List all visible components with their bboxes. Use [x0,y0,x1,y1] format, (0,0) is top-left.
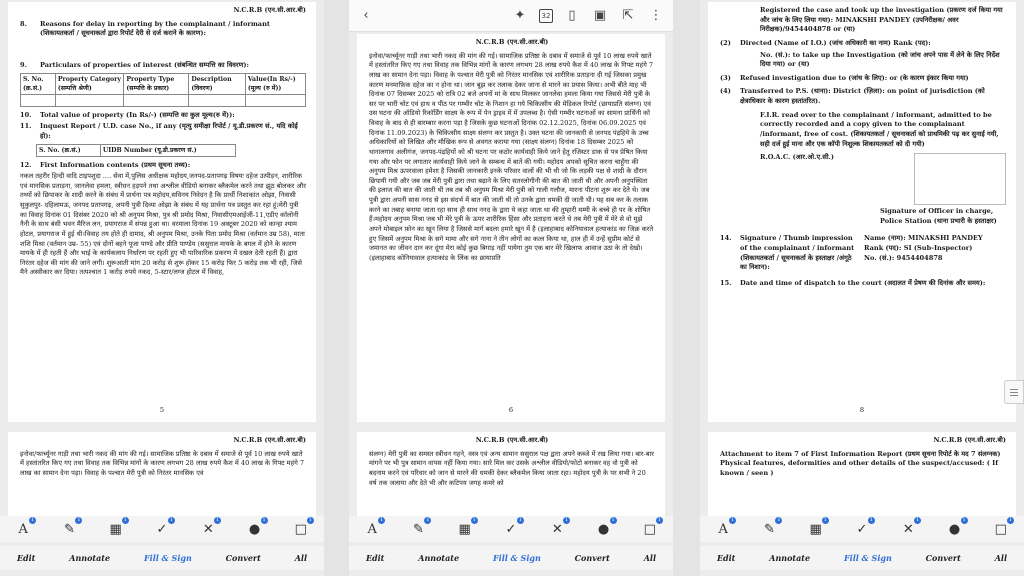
item-text: Directed (Name of I.O.) (जांच अधिकारी का नाम) Rank (पद): [740,38,931,47]
item-text: Transferred to P.S. (थाना): District (ज़िला): on point of jurisdiction (को क्षेत्राधिकार के कारण हस्तांतरित). [740,87,985,105]
roac-label: R.O.A.C. (आर.ओ.ए.सी.) [760,153,834,162]
nav-fill-sign[interactable]: Fill & Sign [843,553,892,563]
nav-all[interactable]: All [994,553,1008,563]
date-calendar-icon[interactable]: ▦ 1 [458,517,476,537]
udid-table [36,144,236,157]
page-body-text: संलग्न) मेरी पुत्री का समस्त स्त्रीधन गहने, वस्त्र एवं अन्य सामान ससुराल पक्ष द्वारा अपने कब्जे में रख लिया गया। बार-बार मांगने पर भी पुत्र सामान वापस नहीं किया गया। सारे मिल कर उसके अश्लील वीडियो/फोटो बनाकर वह वो पुत्री को बदनाम करने एवं परिवार को जान से मारने की धमकी देकर ब्लैकमेल किया जाता रहा। महोदय पुत्री के पर सभी ने 20 वर्ष तक जलाया और देते भी और कटिपय जगह कमरे को [369,449,654,487]
table-header: Value(In Rs/-) (मूल्य (रु में)) [245,73,305,94]
nav-convert[interactable]: Convert [925,553,961,563]
item-text: Signature / Thumb impression of the complainant / informant (शिकायतकर्ता / सूचनाकर्ता के हस्ताक्षर /अंगूठे का निशान): [740,234,855,272]
document-page-next [357,432,665,526]
nav-edit[interactable]: Edit [16,553,36,563]
date-calendar-icon[interactable]: ▦ 1 [809,517,827,537]
save-icon[interactable]: ▣ [593,8,607,23]
bottom-nav [700,546,1024,570]
page-number: 6 [508,406,514,415]
item-number: 15. [720,278,732,287]
table-header: S. No. (क्र.सं.) [37,144,101,156]
name-field: Name (नाम): MINAKSHI PANDEY [864,234,983,243]
item-number: 14. [720,234,732,243]
nav-all[interactable]: All [294,553,308,563]
table-header: S. No. (क्र.सं.) [21,73,56,94]
table-header: Property Type (सम्पत्ति के प्रकार) [124,73,189,94]
page-number: 8 [859,406,865,415]
item-text: Refused investigation due to (जांच के लिए): or (के कारण इंकार किया गया) [740,73,969,82]
fir-readover-text: F.I.R. read over to the complainant / informant, admitted to be correctly recorded and a copy given to the complainant /informant, free of cost. (शिकायतकर्ता / सूचनाकर्ता को प्राथमिकी पढ़ कर सुनाई गयी, सही दर्ज हुई माना और एक कॉपी निशुल्क शिकायतकर्ता को दी गयी) [760,110,999,148]
item-number: 10. [20,110,32,119]
nav-convert[interactable]: Convert [574,553,610,563]
dot-icon[interactable]: ● 1 [597,517,615,537]
item-text: Reasons for delay in reporting by the complainant / informant (शिकायतकर्ता / सूचनाकर्ता द्वारा रिपोर्ट देरी से दर्ज कराने के कारण): [40,19,270,38]
property-table [20,73,306,107]
page-body-text: इनोवा/फार्च्यूनर गाड़ी तथा भारी नकद की मांग की गई। सामाजिक प्रतिष्ठा के दबाव में समाजे से पूर्व 10 लाख रुपये खाते में हस्तांतरित किए गए तथा विवाह तक विभिन्न मांगों के कारण लगभग 28 लाख रुपये कैश में 40 लाख के गिफ्ट महंगे 7 लाख का सामान देना पड़ा। विवाह के पश्चात मेरी पुत्री को निरंतर मानसिक एवं [20,449,305,477]
nav-fill-sign[interactable]: Fill & Sign [143,553,192,563]
rectangle-icon[interactable]: □ 1 [643,517,661,537]
officer-signature-box[interactable] [914,153,1006,205]
nav-annotate[interactable]: Annotate [418,553,460,563]
page-body-text: Attachment to item 7 of First Information Report (प्रथम सूचना रिपोर्ट के मद 7 संलग्नक) Physical features, deformities and other details of the suspect/accused: ( If known / seen ) [720,449,1001,477]
signature-pen-icon[interactable]: ✎ 1 [763,517,781,537]
nav-annotate[interactable]: Annotate [769,553,811,563]
top-toolbar [349,0,673,32]
cross-mark-icon[interactable]: ✕ 1 [202,517,220,537]
item-number: (2) [720,38,731,47]
document-page [708,2,1016,422]
item-number: (3) [720,73,731,82]
item-number: 11. [20,122,32,131]
rectangle-icon[interactable]: □ 1 [994,517,1012,537]
signature-pen-icon[interactable]: ✎ 1 [412,517,430,537]
nav-convert[interactable]: Convert [225,553,261,563]
scroll-handle[interactable] [1004,380,1024,404]
document-page [357,34,665,422]
magic-wand-icon[interactable]: ✦ [514,8,526,23]
ncrb-header: N.C.R.B (एन.सी.आर.बी) [475,436,549,444]
item-number: 9. [20,60,27,69]
tool-icons-row [700,516,1024,542]
officer-signature-label: Signature of Officer in charge, Police Station (थाना प्रभारी के हस्ताक्षर) [880,207,997,225]
bottom-nav [0,546,324,570]
nav-edit[interactable]: Edit [365,553,385,563]
number-field: No. (सं.): 9454404878 [864,253,943,262]
more-options-icon[interactable]: ⋮ [649,8,663,23]
checkmark-icon[interactable]: ✓ 1 [505,517,523,537]
nav-annotate[interactable]: Annotate [69,553,111,563]
item-text: First Information contents (प्रथम सूचना तथ्य): [40,160,191,169]
no-line: No. (सं.): to take up the Investigation (को जांच अपने पास में लेने के लिए निर्देश दिया गया) or (या) [760,50,1000,69]
table-header: Description (विवरण) [189,73,246,94]
nav-edit[interactable]: Edit [716,553,736,563]
ncrb-header: N.C.R.B (एन.सी.आर.बी) [933,436,1006,444]
tool-icons-row [349,516,673,542]
single-page-icon[interactable]: ▯ [568,8,576,23]
bottom-nav [349,546,673,570]
ncrb-header: N.C.R.B (एन.सी.आर.बी) [233,436,306,444]
dot-icon[interactable]: ● 1 [248,517,266,537]
table-header: Property Category (सम्पत्ति श्रेणी) [55,73,124,94]
nav-all[interactable]: All [643,553,657,563]
item-text: Date and time of dispatch to the court (अदालत में प्रेषण की दिनांक और समय): [740,278,986,287]
item-number: (4) [720,87,731,96]
nav-fill-sign[interactable]: Fill & Sign [492,553,541,563]
fir-body-text: इनोवा/फार्च्यूनर गाड़ी तथा भारी नकद की मांग की गई। सामाजिक प्रतिष्ठा के दबाव में समाजे से पूर्व 10 लाख रुपये खाते में हस्तांतरित किए गए तथा विवाह तक विभिन्न मांगों के कारण लगभग 28 लाख रुपये कैश में 40 लाख के गिफ्ट महंगे 7 लाख का सामान देना पड़ा। विवाह के पश्चात मेरी पुत्री को निरंतर मानसिक एवं शारीरिक प्रताड़ना दी गई जिसका प्रमुख कारण मनमाफ़िक दहेज का न होना था। जान बूझ कर तलाक देकर जाना से मारने का प्रयास किया। अभी बीते माह भी दिनांक 07 दिसम्बर 2025 को रात्रि 02 बजे अपनों मां के साथ मिलकर जानलेवा हमला किया गया जिससे मेरी पुत्री के सर पर भारी चोट एवं हाथ व पीठ पर गम्भीर चोट के निशान हा गये चिकित्सीय की मेडिकल रिपोर्ट (छायाप्रति संलग्न) एवं उस घटना की ऑडियो रिकॉर्डिंग साक्ष्य के रूप में पेन ड्राइव में में उपलब्ध है। ऐसी गम्भीर घटनाओं का सामना प्रार्थिनी को विवाह के बाद से ही बारम्बार करना पड़ा है जिसके कुछ घटनाओं दिनांक 02.12.2025, दिनांक 06.09.2025 एवं दिनांक 11.09.2023) के चिकित्सीय साक्ष्य संलग्न कर प्रस्तुत है। उक्त घटना की जानकारी से जनपद पंद्रहिये के उच्च अधिकारियों को लिखित और मौखिक रूप से अवगत कराया गया (साक्ष्य संलग्न) दिनांक 18 दिसम्बर 2025 को थानालगाव अलीगंज, जनपद-पंद्रहियों को श्री घटना पर कठोर कार्यवाही किये जाने हेतु रजिस्टर डाक से पत्र प्रेषित किया गया और फोन पर लगातार कार्यवाही किये जाने के सम्बन्ध में बातें की गयी। महोदय अपको सूचित करना चाहूँगा की अनुपम मिश्र ऊपरवाला हमेशा है जिसकी जानकारी इनके परिवार वालों की भी थी जो कि लड़की पक्ष से शादी के दौरान छिपायी गयी और जब जब मेरी पुत्री द्वारा तथा बढ़ाने के लिए सतरलोगीनी की बात की जाती थी और अपनी अनुपस्थिता की इलाज की बात की जाती थी तब तब श्री अनुपम मिश्रा मेरी पुत्री को गाली गलौज, मारना पीटना शुरू कर देते थे। जब पुत्री द्वारा अपनी सास ननद से इस संदर्भ में बात की जाती थी तो उनके द्वारा धमकी दी जाती थी। यह सब कर के तलाक करने का तबाह बनाया जाता रहा साथ ही साथ ननद के द्वारा ये कहा जाता था की तुम्हारी मम्मी के बच्चे ही पर के शोषित हैं।महोदय अनुपम मिश्रा जब भी मेरे पुत्री के ऊपर शारीरिक हिंसा और प्रताड़ना करते थे तब मेरी पुत्री में मेरे से वो मुझे अपने मोबाइल फ़ोन का खून लिया है जिससे मार्ग बदला हमारे खून में है (इलाहाबाद कोनियावाल हत्याकांड का जिक्र करते हुए जिसमें अनुपम मिश्रा के सगे मामा और सगे नाना ने तीन लोगों का कत्ल किया था, हाल ही में उन्हें सुप्रीम कोर्ट से जमानत का जीवन दान कर दूंगा मेरा कोई कुछ बिगाड़ नहीं पायेगा तुम एक बार मेरे खिलाफ आवाज उठा के तो देखो। (इलाहाबाद कोनियावाल हत्याकांड के लिंक का छायाप्रति [369,51,654,262]
table-header: UIDB Number (यू.डी.प्रकरण सं.) [100,144,235,156]
cross-mark-icon[interactable]: ✕ 1 [902,517,920,537]
registered-text: Registered the case and took up the investigation (प्रकरण दर्ज किया गया और जांच के लिए लिया गया): MINAKSHI PANDEY (उपनिरीक्षक/ अवर निरीक्षक)/9454404878 or (या) [760,6,1003,34]
rank-field: Rank (पद): SI (Sub-Inspector) [864,244,973,252]
left-column [0,0,324,576]
item-text: Inquest Report / U.D. case No., if any (मृत्यु समीक्षा रिपोर्ट / यू.डी.प्रकरण सं., यदि कोई हो): [40,122,298,140]
item-number: 8. [20,19,27,28]
item-number: 12. [20,160,32,169]
text-field-icon[interactable]: A 1 [18,517,35,537]
checkmark-icon[interactable]: ✓ 1 [156,517,174,537]
right-column [700,0,1024,576]
item-text: Particulars of properties of interest (संबन्धित सम्पत्ति का विवरण): [40,60,249,69]
text-field-icon[interactable]: A 1 [718,517,735,537]
tool-icons-row [0,516,324,542]
middle-column [349,0,673,576]
document-page [8,2,316,422]
back-arrow-icon[interactable]: ‹ [363,8,369,23]
fir-body-text: नकल तहरीर हिन्दी वादि टाइपशुदा .... सेवा में,पुलिस अधीक्षक महोदय,जनपद-प्रतापगढ़ विषयः दहेज उत्पीड़न, शारीरिक एवं मानसिक प्रताड़ना, जानलेवा हमला, स्त्रीधन हड़पने तथा अश्लील वीडियो बनाकर ब्लैकमेल करने तथा झूठ बोलकर और तथ्यों को छिपाकर के शादी करने के संबंध में प्रार्थना पत्र महोदय,सविनय निवेदन है कि प्रार्थी निशाकांत ओझा, निवासी सुकुलपुर- दहिलामऊ, जनपद प्रतापगढ़, अपनी पुत्री दिव्या ओझा के संबंध में यह प्रार्थना पत्र प्रस्तुत कर रहा हूं।मेरी पुत्री का विवाह दिनांक 01 दिसंबर 2020 को श्री अनुपम मिश्रा, पुत्र श्री प्रमोद मिश्रा, निवासीएमआईजी-11,एडीए कॉलोनी नैनी के साथ बंसी भवन मैरिज लन, प्रयागराज में संपन्न हुआ था। वरमाला दिनांक 19 अक्टूबर 2020 को कान्हा श्याम होटल, प्रयागराज में हुई थी।विवाह तय होते ही दामाद, श्री अनुपम मिश्रा, उनके पिता प्रमोद मिश्रा (वर्तमान उम्र 58), माता शशि मिश्रा (वर्तमान उम्र- 55) एवं दोनों बहने पूजा पाण्डे और प्रीति पाण्डेय (ससुराल मायके के बगल में होने के कारण मायके में ही रहती हैं और भाई के कार्यकलाप निर्धारण पर रहती हुए भी पारिवारिक प्रकरण में दखल देती रहती हैं) द्वारा निरंतर दहेज की मांग की जाने लगी। शुरूआती मांग 20 करोड़ से शुरू होकर 15 करोड़ फिर 5 करोड़ तक भी रही, जिसे मैने अस्वीकार कर दिया। तत्पश्चात 1 करोड़ रुपये नकद, 5-स्टार/लग्ज होटल में विवाह, [20,172,306,277]
page-number: 5 [159,406,165,415]
ncrb-header: N.C.R.B (एन.सी.आर.बी) [233,6,306,14]
ncrb-header: N.C.R.B (एन.सी.आर.बी) [475,38,549,46]
page-count-icon[interactable]: 32 [539,9,553,23]
document-page-next [8,432,316,526]
dot-icon[interactable]: ● 1 [948,517,966,537]
item-text: Total value of property (In Rs/-) (सम्पत्ति का कुल मूल्य(रु में)): [40,110,235,119]
document-page-next [708,432,1016,526]
checkmark-icon[interactable]: ✓ 1 [856,517,874,537]
rectangle-icon[interactable]: □ 1 [294,517,312,537]
text-field-icon[interactable]: A 1 [367,517,384,537]
signature-pen-icon[interactable]: ✎ 1 [63,517,81,537]
cross-mark-icon[interactable]: ✕ 1 [551,517,569,537]
share-icon[interactable]: ⇱ [622,8,634,23]
date-calendar-icon[interactable]: ▦ 1 [109,517,127,537]
